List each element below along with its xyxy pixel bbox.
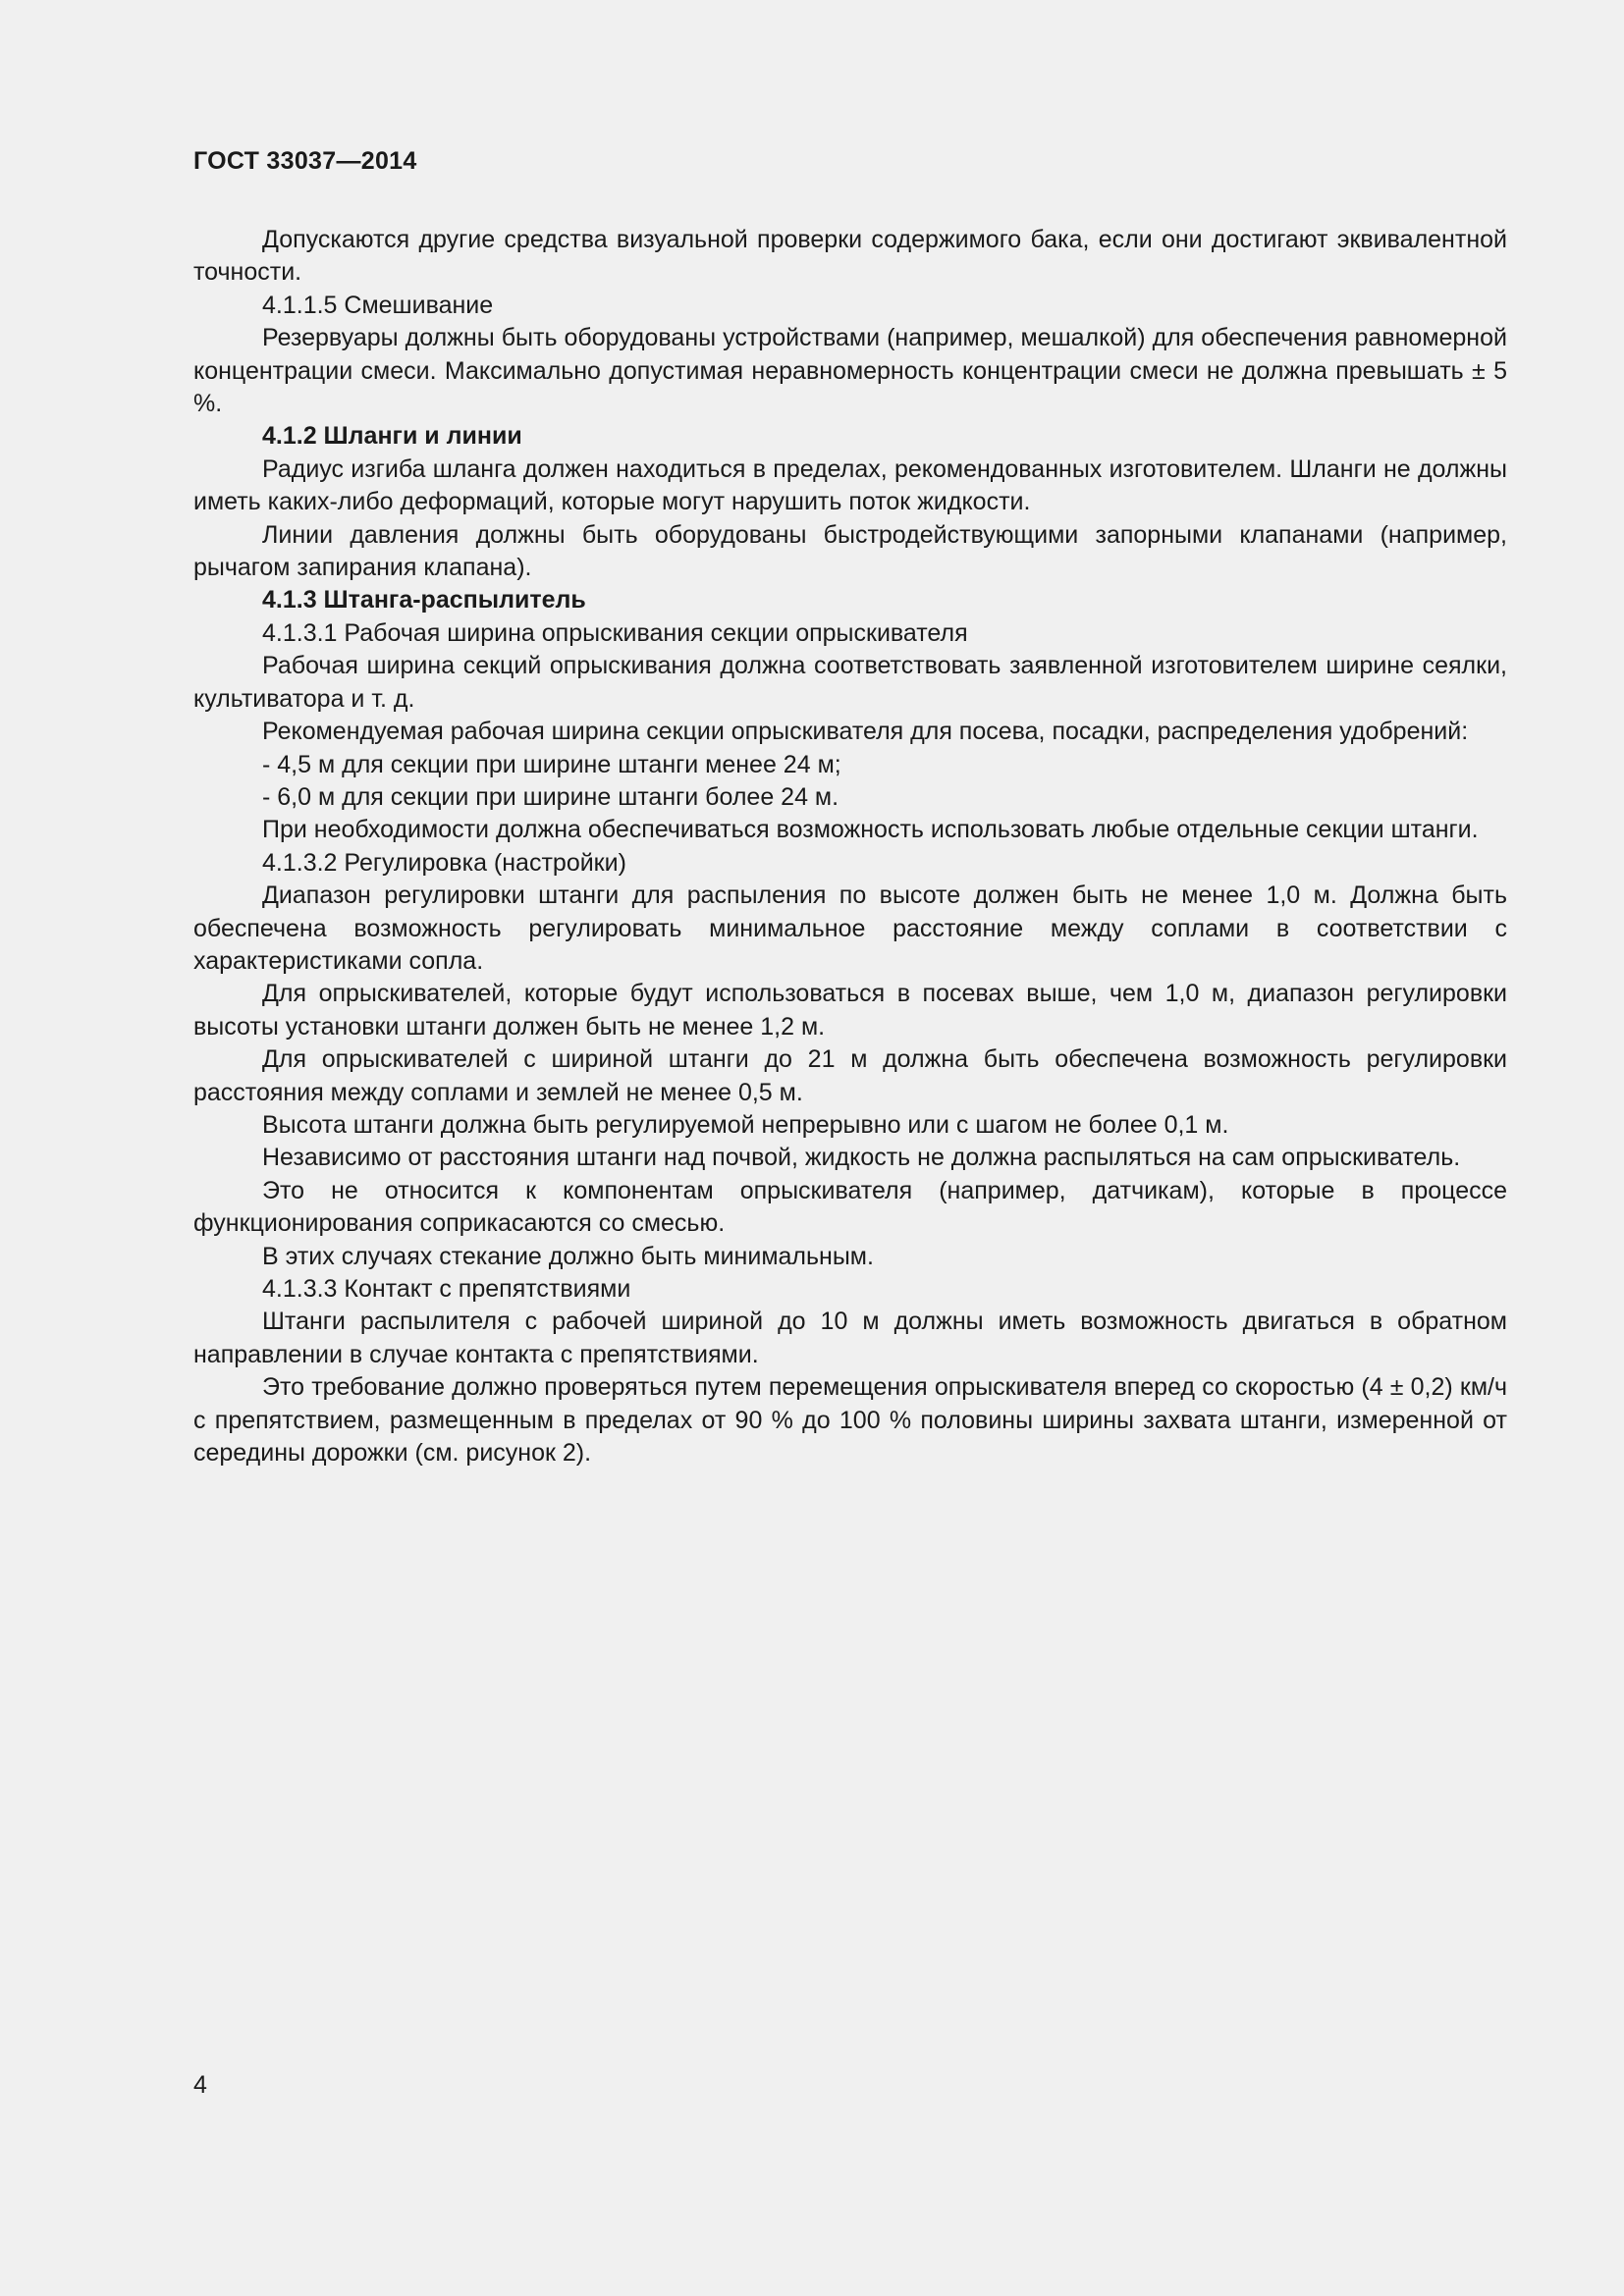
paragraph: При необходимости должна обеспечиваться возможность использовать любые отдельные секции штанги. bbox=[262, 816, 1479, 844]
paragraph: Допускаются другие средства визуальной проверки содержимого бака, если они достигают эквивалентной точности. bbox=[193, 226, 1507, 287]
list-item: - 4,5 м для секции при ширине штанги менее 24 м; bbox=[262, 750, 841, 778]
paragraph: Диапазон регулировки штанги для распыления по высоте должен быть не менее 1,0 м. Должна быть обеспечена возможность регулировать минимальное расстояние между соплами в соответствии с характеристиками сопла. bbox=[193, 881, 1507, 975]
paragraph: В этих случаях стекание должно быть минимальным. bbox=[262, 1242, 874, 1270]
paragraph: Для опрыскивателей с шириной штанги до 21 м должна быть обеспечена возможность регулировки расстояния между соплами и землей не менее 0,5 м. bbox=[193, 1045, 1507, 1106]
paragraph: Независимо от расстояния штанги над почвой, жидкость не должна распыляться на сам опрыскиватель. bbox=[262, 1144, 1461, 1172]
section-heading: 4.1.2 Шланги и линии bbox=[262, 422, 522, 451]
paragraph: Линии давления должны быть оборудованы быстродействующими запорными клапанами (например, рычагом запирания клапана). bbox=[193, 520, 1507, 582]
standard-header: ГОСТ 33037—2014 bbox=[193, 147, 417, 175]
paragraph: Для опрыскивателей, которые будут использоваться в посевах выше, чем 1,0 м, диапазон регулировки высоты установки штанги должен быть не менее 1,2 м. bbox=[193, 980, 1507, 1041]
subsection-heading: 4.1.3.3 Контакт с препятствиями bbox=[262, 1275, 631, 1303]
subsection-heading: 4.1.1.5 Смешивание bbox=[262, 291, 494, 319]
paragraph: Штанги распылителя с рабочей шириной до 10 м должны иметь возможность двигаться в обратном направлении в случае контакта с препятствиями. bbox=[193, 1308, 1507, 1368]
section-heading: 4.1.3 Штанга-распылитель bbox=[262, 586, 586, 614]
subsection-heading: 4.1.3.1 Рабочая ширина опрыскивания секции опрыскивателя bbox=[262, 618, 968, 647]
list-item: - 6,0 м для секции при ширине штанги более 24 м. bbox=[262, 782, 839, 811]
paragraph: Высота штанги должна быть регулируемой непрерывно или с шагом не более 0,1 м. bbox=[262, 1110, 1229, 1139]
subsection-heading: 4.1.3.2 Регулировка (настройки) bbox=[262, 848, 626, 877]
paragraph: Рекомендуемая рабочая ширина секции опрыскивателя для посева, посадки, распределения удобрений: bbox=[262, 718, 1469, 746]
paragraph: Резервуары должны быть оборудованы устройствами (например, мешалкой) для обеспечения равномерной концентрации смеси. Максимально допустимая неравномерность концентрации смеси не должна превышать ± 5 %. bbox=[193, 324, 1507, 418]
paragraph: Это не относится к компонентам опрыскивателя (например, датчикам), которые в процессе функционирования соприкасаются со смесью. bbox=[193, 1176, 1507, 1238]
paragraph: Это требование должно проверяться путем перемещения опрыскивателя вперед со скоростью (4 ± 0,2) км/ч с препятствием, размещенным в пределах от 90 % до 100 % половины ширины захвата штанги, измеренной от середины дорожки (см. рисунок 2). bbox=[193, 1373, 1507, 1468]
paragraph: Рабочая ширина секций опрыскивания должна соответствовать заявленной изготовителем ширине сеялки, культиватора и т. д. bbox=[193, 652, 1507, 713]
page-number: 4 bbox=[193, 2071, 207, 2099]
document-body bbox=[193, 224, 1507, 1469]
paragraph: Радиус изгиба шланга должен находиться в пределах, рекомендованных изготовителем. Шланги не должны иметь каких-либо деформаций, которые могут нарушить поток жидкости. bbox=[193, 454, 1507, 516]
